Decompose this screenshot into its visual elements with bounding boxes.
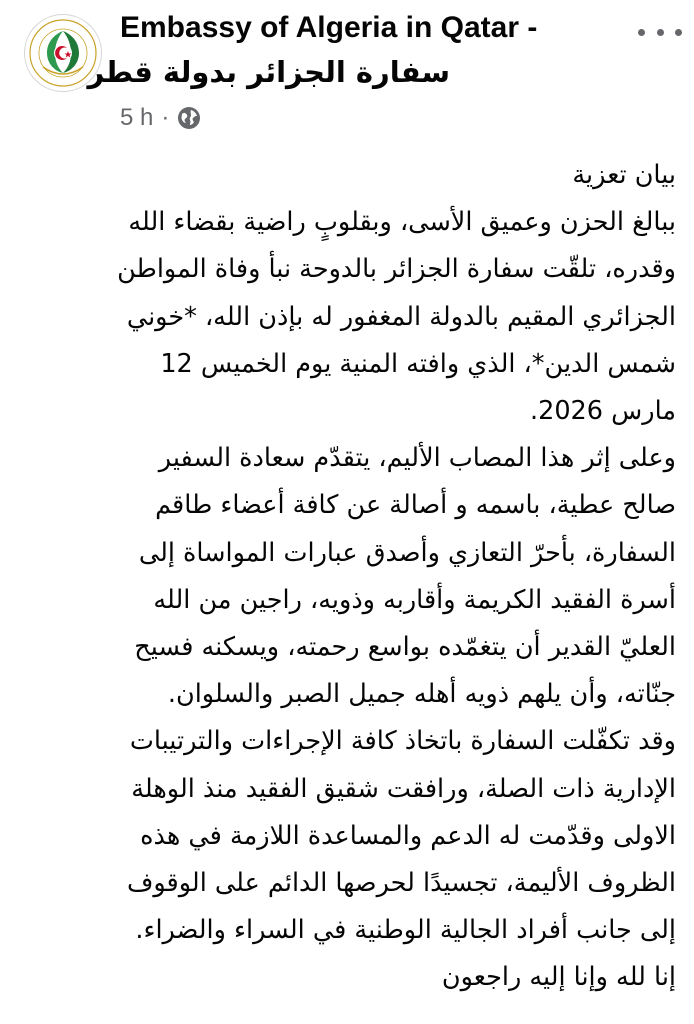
post-text-line: وعلى إثر هذا المصاب الأليم، يتقدّم سعادة السفير [158,443,676,474]
more-options-icon [638,29,645,36]
post-text-line: العليّ القدير أن يتغمّده بواسع رحمته، ويسكنه فسيح [134,632,676,663]
post-text-line: وقدره، تلقّت سفارة الجزائر بالدوحة نبأ وفاة المواطن [117,254,676,285]
more-options-icon [657,29,664,36]
page-name-arabic[interactable]: سفارة الجزائر بدولة قطر [87,55,450,89]
page-name[interactable]: Embassy of Algeria in Qatar - [120,11,538,44]
post-text-line: الظروف الأليمة، تجسيدًا لحرصها الدائم على الوقوف [126,868,676,899]
post-text-line: ببالغ الحزن وعميق الأسى، وبقلوبٍ راضية بقضاء الله [128,207,676,238]
more-options-button[interactable] [638,22,682,42]
post-text-line: الجزائري المقيم بالدولة المغفور له بإذن الله، *خوني [126,301,676,332]
globe-icon[interactable] [177,106,201,130]
post-text-line: إلى جانب أفراد الجالية الوطنية في السراء والضراء. [135,915,676,946]
post-text-line: أسرة الفقيد الكريمة وأقاربه وذويه، راجين من الله [153,584,676,615]
post-body [18,152,676,1002]
meta-separator: · [161,104,170,131]
post-text-line: الإدارية ذات الصلة، ورافقت شقيق الفقيد منذ الوهلة [131,773,676,804]
more-options-icon [675,29,682,36]
post-text-line: شمس الدين*، الذي وافته المنية يوم الخميس 12 [160,348,676,379]
post-header [0,0,694,150]
post-text-line: الاولى وقدّمت له الدعم والمساعدة اللازمة في هذه [140,820,676,851]
post-text-line: جنّاته، وأن يلهم ذويه أهله جميل الصبر والسلوان. [167,679,676,710]
post-text-line: وقد تكفّلت السفارة باتخاذ كافة الإجراءات والترتيبات [129,726,676,757]
post-text-line: صالح عطية، باسمه و أصالة عن كافة أعضاء طاقم [155,490,676,521]
post-text-line: بيان تعزية [572,160,676,190]
post-text-line: إنا لله وإنا إليه راجعون [441,962,676,993]
post-text-line: مارس 2026. [530,396,676,427]
post-meta [120,102,201,134]
post-text-line: السفارة، بأحرّ التعازي وأصدق عبارات المواساة إلى [138,537,676,568]
post-timestamp[interactable]: 5 h [120,104,154,131]
